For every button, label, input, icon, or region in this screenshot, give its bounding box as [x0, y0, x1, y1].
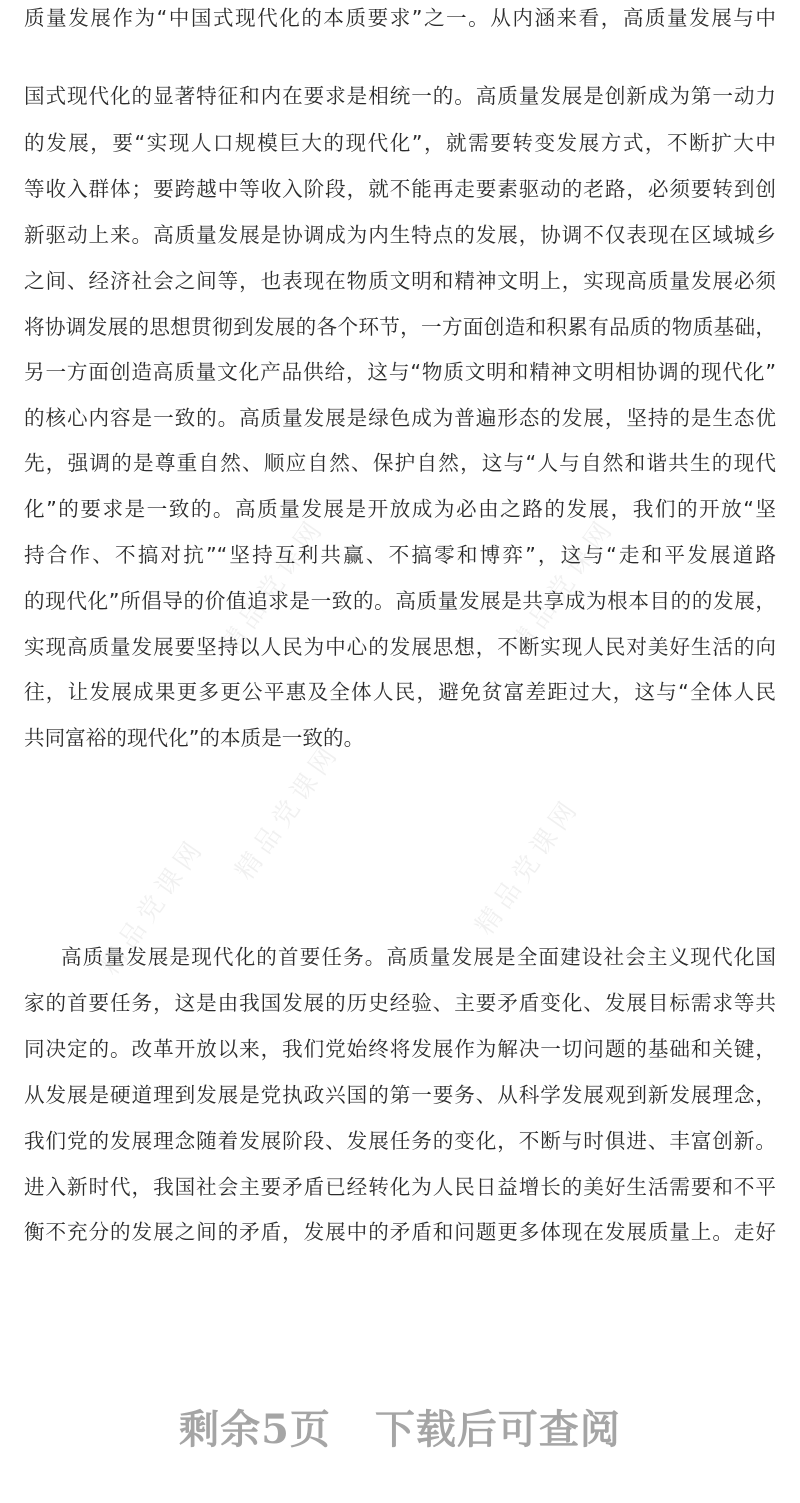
text-line: 将协调发展的思想贯彻到发展的各个环节，一方面创造和积累有品质的物质基础，: [24, 315, 776, 339]
text-line: 另一方面创造高质量文化产品供给，这与“物质文明和精神文明相协调的现代化”: [24, 360, 776, 384]
watermark: 精品党课网: [214, 512, 332, 661]
watermark: 精品党课网: [504, 512, 622, 661]
download-prompt[interactable]: 下载后可查阅: [374, 1406, 621, 1453]
text-line: 进入新时代，我国社会主要矛盾已经转化为人民日益增长的美好生活需要和不平: [24, 1175, 776, 1199]
text-line: 我们党的发展理念随着发展阶段、发展任务的变化，不断与时俱进、丰富创新。: [24, 1129, 776, 1153]
text-line: 国式现代化的显著特征和内在要求是相统一的。高质量发展是创新成为第一动力: [24, 84, 776, 108]
text-line: 的核心内容是一致的。高质量发展是绿色成为普遍形态的发展，坚持的是生态优: [24, 406, 776, 430]
remaining-pages-notice[interactable]: [0, 1398, 800, 1455]
text-line: 从发展是硬道理到发展是党执政兴国的第一要务、从科学发展观到新发展理念，: [24, 1083, 776, 1107]
text-line: 之间、经济社会之间等，也表现在物质文明和精神文明上，实现高质量发展必须: [24, 269, 776, 293]
text-line: 的现代化”所倡导的价值追求是一致的。高质量发展是共享成为根本目的的发展，: [24, 589, 776, 613]
text-line: 家的首要任务，这是由我国发展的历史经验、主要矛盾变化、发展目标需求等共: [24, 991, 776, 1015]
text-line: 衡不充分的发展之间的矛盾，发展中的矛盾和问题更多体现在发展质量上。走好: [24, 1220, 776, 1244]
text-line: 高质量发展是现代化的首要任务。高质量发展是全面建设社会主义现代化国: [61, 945, 776, 969]
text-line: 化”的要求是一致的。高质量发展是开放成为必由之路的发展，我们的开放“坚: [24, 497, 776, 521]
text-line: 往，让发展成果更多更公平惠及全体人民，避免贫富差距过大，这与“全体人民: [24, 680, 776, 704]
text-line: 等收入群体；要跨越中等收入阶段，就不能再走要素驱动的老路，必须要转到创: [24, 177, 776, 201]
text-line: 的发展，要“实现人口规模巨大的现代化”，就需要转变发展方式，不断扩大中: [24, 131, 776, 155]
text-line: 质量发展作为“中国式现代化的本质要求”之一。从内涵来看，高质量发展与中: [24, 6, 776, 30]
remaining-pages-label: 剩余5页: [179, 1406, 331, 1453]
watermark: 精品党课网: [229, 737, 347, 886]
text-line: 同决定的。改革开放以来，我们党始终将发展作为解决一切问题的基础和关键，: [24, 1037, 776, 1061]
text-line: 持合作、不搞对抗”“坚持互利共赢、不搞零和博弈”，这与“走和平发展道路: [24, 543, 776, 567]
watermark: 精品党课网: [469, 792, 587, 941]
text-line: 先，强调的是尊重自然、顺应自然、保护自然，这与“人与自然和谐共生的现代: [24, 451, 776, 475]
text-line: 共同富裕的现代化”的本质是一致的。: [24, 726, 365, 750]
watermark: 精品党课网: [94, 832, 212, 981]
text-line: 新驱动上来。高质量发展是协调成为内生特点的发展，协调不仅表现在区域城乡: [24, 223, 776, 247]
text-line: 实现高质量发展要坚持以人民为中心的发展思想，不断实现人民对美好生活的向: [24, 635, 776, 659]
